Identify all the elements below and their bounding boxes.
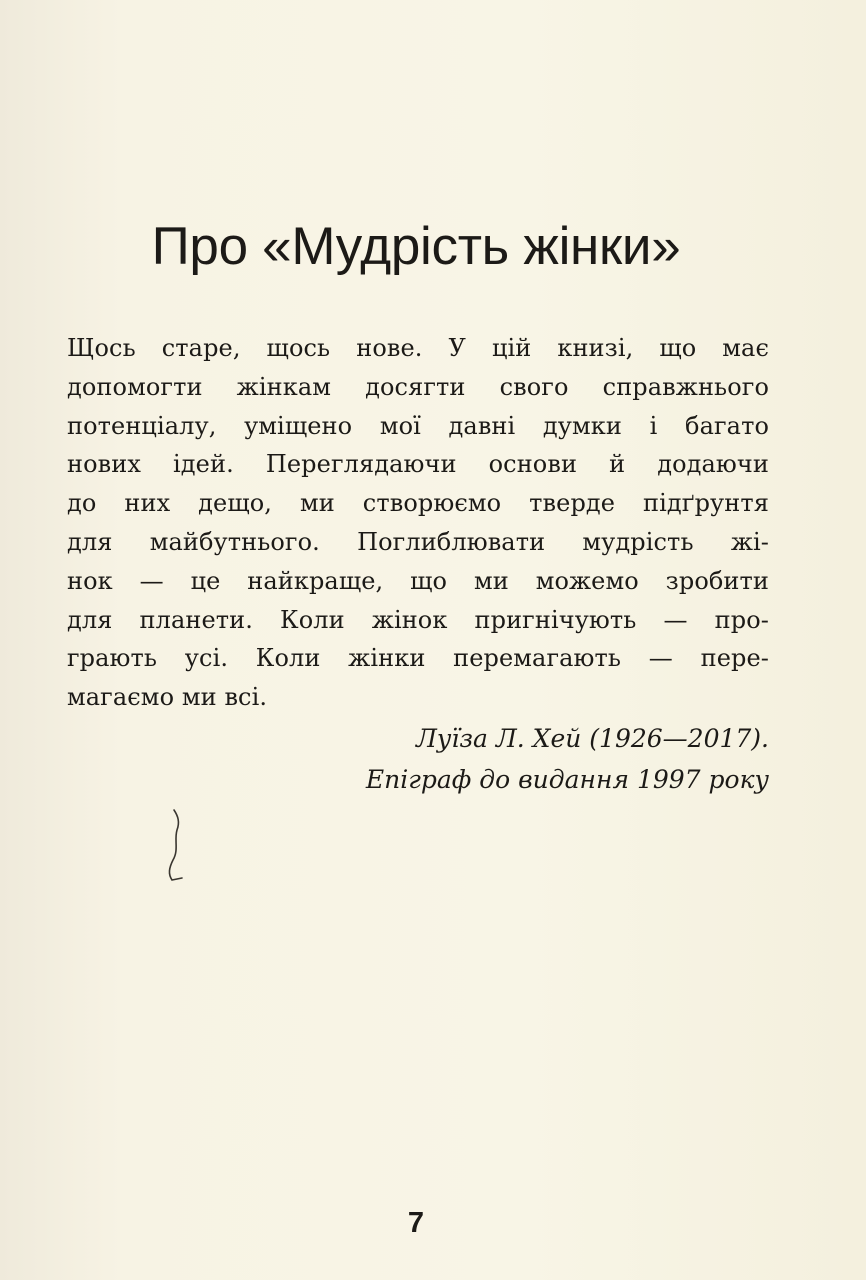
text-line: для планети. Коли жінок пригнічують — про-: [67, 605, 769, 634]
text-line: магаємо ми всі.: [67, 683, 268, 712]
text-line: нових ідей. Переглядаючи основи й додаючи: [67, 450, 769, 479]
text-line: до них дещо, ми створюємо тверде підґрунтя: [67, 489, 769, 518]
text-line: Щось старе, щось нове. У цій книзі, що має: [67, 334, 769, 362]
epigraph-body: [67, 329, 769, 717]
attribution-source: Епіграф до видання 1997 року: [365, 765, 769, 794]
text-line: для майбутнього. Поглиблювати мудрість жі-: [67, 527, 769, 556]
text-line: допомогти жінкам досягти свого справжнього: [67, 372, 769, 401]
text-line: нок — це найкраще, що ми можемо зробити: [67, 566, 769, 595]
page-title: Про «Мудрість жінки»: [151, 217, 681, 276]
attribution-author: Луїза Л. Хей (1926—2017).: [416, 724, 769, 753]
ink-mark: [160, 808, 190, 882]
text-line: потенціалу, уміщено мої давні думки і багато: [67, 411, 769, 440]
attribution: [366, 718, 769, 800]
page-number: 7: [407, 1207, 425, 1239]
text-line: грають усі. Коли жінки перемагають — пере-: [67, 644, 769, 673]
